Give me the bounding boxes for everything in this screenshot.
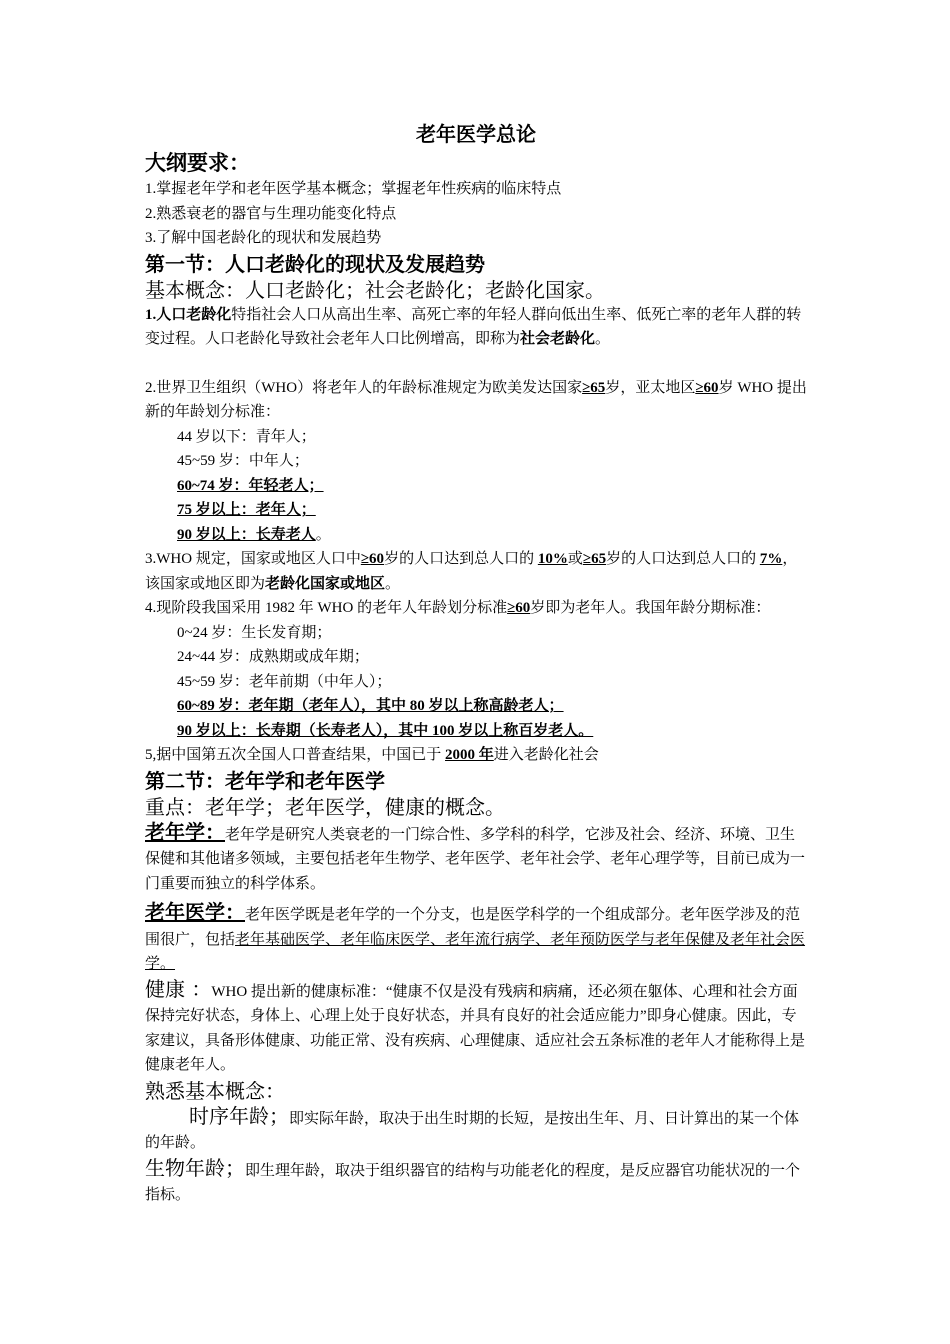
age-category-row: [145, 474, 807, 499]
age-category-item: 60~74 岁：年轻老人；: [177, 477, 324, 494]
outline-item: 3.了解中国老龄化的现状和发展趋势: [145, 230, 382, 246]
year-value: 2000 年: [445, 747, 494, 763]
paragraph-text: WHO 提出新的健康标准：“健康不仅是没有残病和病痛，还必须在躯体、心理和社会方面保持完好状态，身体上、心理上处于良好状态，并具有良好的社会适应能力”即身心健康。因此，专家建议，具备形体健康、功能正常、没有疾病、心理健康、适应社会五条标准的老年人才能称得上是健康老年人。: [145, 983, 806, 1073]
outline-heading: 大纲要求：: [145, 151, 250, 175]
paragraph-geriatrics: [145, 900, 807, 977]
document-page: [145, 120, 807, 1208]
familiar-concepts-heading: 熟悉基本概念：: [145, 1078, 285, 1103]
paragraph-text: 4.现阶段我国采用 1982 年 WHO 的老年人年龄划分标准: [145, 600, 508, 616]
paragraph-text: 2.世界卫生组织（WHO）将老年人的年龄标准规定为欧美发达国家: [145, 379, 583, 396]
paragraph-health: [145, 977, 807, 1078]
document-title: 老年医学总论: [416, 124, 536, 146]
age-period-row: [145, 719, 807, 744]
paragraph-text: 岁的人口达到总人口的: [384, 551, 538, 567]
paragraph-text: 岁即为老年人。我国年龄分期标准：: [530, 600, 771, 616]
paragraph-text: 即生理年龄，取决于组织器官的结构与功能老化的程度，是反应器官功能状况的一个指标。: [145, 1162, 801, 1203]
paragraph-text: 或: [567, 551, 583, 567]
paragraph-aging-country-definition: [145, 547, 807, 596]
age-period-item: 60~89 岁：老年期（老年人），其中 80 岁以上称高龄老人；: [177, 698, 564, 714]
age-period-item: 24~44 岁：成熟期或成年期；: [177, 649, 369, 665]
age-threshold: ≥60: [360, 551, 385, 567]
paragraph-text: 5,据中国第五次全国人口普查结果，中国已于: [145, 747, 446, 763]
paragraph-aging-definition: [145, 303, 807, 352]
age-period-item: 90 岁以上：长寿期（长寿老人），其中 100 岁以上称百岁老人。: [177, 722, 594, 739]
paragraph-text: 。: [315, 526, 331, 543]
paragraph-chronological-age: [145, 1104, 807, 1156]
age-category-item: 90 岁以上：长寿老人: [177, 526, 316, 543]
age-category-item: 44 岁以下：青年人；: [177, 428, 316, 445]
age-threshold: ≥65: [582, 379, 606, 396]
age-category-item: 45~59 岁：中年人；: [177, 453, 309, 469]
paragraph-text: 岁，亚太地区: [605, 379, 696, 396]
section1-concepts: 基本概念：人口老龄化；社会老龄化；老龄化国家。: [145, 277, 605, 302]
section2-key-points: 重点：老年学；老年医学，健康的概念。: [145, 794, 505, 819]
paragraph-text: 进入老龄化社会: [493, 747, 599, 763]
term-population-aging: 1.人口老龄化: [145, 306, 232, 323]
geriatrics-scope: 老年基础医学、老年临床医学、老年流行病学、老年预防医学与老年保健及老年社会医学。: [145, 931, 806, 972]
percentage-value: 10%: [537, 551, 568, 567]
age-threshold: ≥65: [582, 551, 607, 567]
paragraph-text: ，该国家或地区即为: [145, 551, 798, 592]
paragraph-census-result: [145, 743, 807, 768]
term-geriatrics: 老年医学：: [145, 900, 245, 924]
paragraph-who-age-standard: [145, 376, 807, 425]
term-biological-age: 生物年龄；: [145, 1155, 245, 1180]
age-category-row: [145, 523, 807, 548]
age-category-item: 75 岁以上：老年人；: [177, 502, 316, 518]
section1-heading: 第一节：人口老龄化的现状及发展趋势: [145, 251, 485, 276]
term-chronological-age: 时序年龄；: [189, 1103, 289, 1128]
paragraph-text: 岁的人口达到总人口的: [606, 551, 760, 567]
paragraph-text: 岁 WHO 提出新的年龄划分标准：: [145, 379, 807, 420]
age-category-row: [145, 498, 807, 523]
term-gerontology: 老年学：: [145, 819, 225, 844]
term-social-aging: 社会老龄化: [520, 331, 596, 347]
paragraph-text: 。: [595, 331, 611, 347]
paragraph-text: 3.WHO 规定，国家或地区人口中: [145, 551, 361, 567]
term-health: 健康 ：: [145, 976, 212, 1001]
percentage-value: 7%: [759, 551, 783, 567]
age-threshold: ≥60: [695, 379, 719, 396]
paragraph-china-age-standard: [145, 596, 807, 621]
section2-heading: 第二节：老年学和老年医学: [145, 768, 385, 793]
outline-item: 2.熟悉衰老的器官与生理功能变化特点: [145, 205, 397, 222]
paragraph-text: 老年学是研究人类衰老的一门综合性、多学科的科学，它涉及社会、经济、环境、卫生保健和其他诸多领域，主要包括老年生物学、老年医学、老年社会学、老年心理学等，目前已成为一门重要而独立的科学体系。: [145, 826, 806, 892]
paragraph-text: 。: [385, 575, 401, 592]
paragraph-biological-age: [145, 1156, 807, 1208]
age-threshold: ≥60: [507, 600, 531, 616]
paragraph-text: 老年医学既是老年学的一个分支，也是医学科学的一个组成部分。老年医学涉及的范围很广，包括: [145, 907, 801, 948]
outline-item: 1.掌握老年学和老年医学基本概念；掌握老年性疾病的临床特点: [145, 181, 562, 197]
paragraph-text: 特指社会人口从高出生率、高死亡率的年轻人群向低出生率、低死亡率的老年人群的转变过程。人口老龄化导致社会老年人口比例增高，即称为: [145, 306, 802, 347]
age-period-item: 45~59 岁：老年前期（中年人）；: [177, 673, 392, 690]
paragraph-text: 即实际年龄，取决于出生时期的长短，是按出生年、月、日计算出的某一个体的年龄。: [145, 1110, 800, 1151]
age-period-row: [145, 694, 807, 719]
term-aging-country: 老龄化国家或地区: [265, 575, 386, 592]
age-period-item: 0~24 岁：生长发育期；: [177, 624, 332, 641]
paragraph-gerontology: [145, 820, 807, 897]
